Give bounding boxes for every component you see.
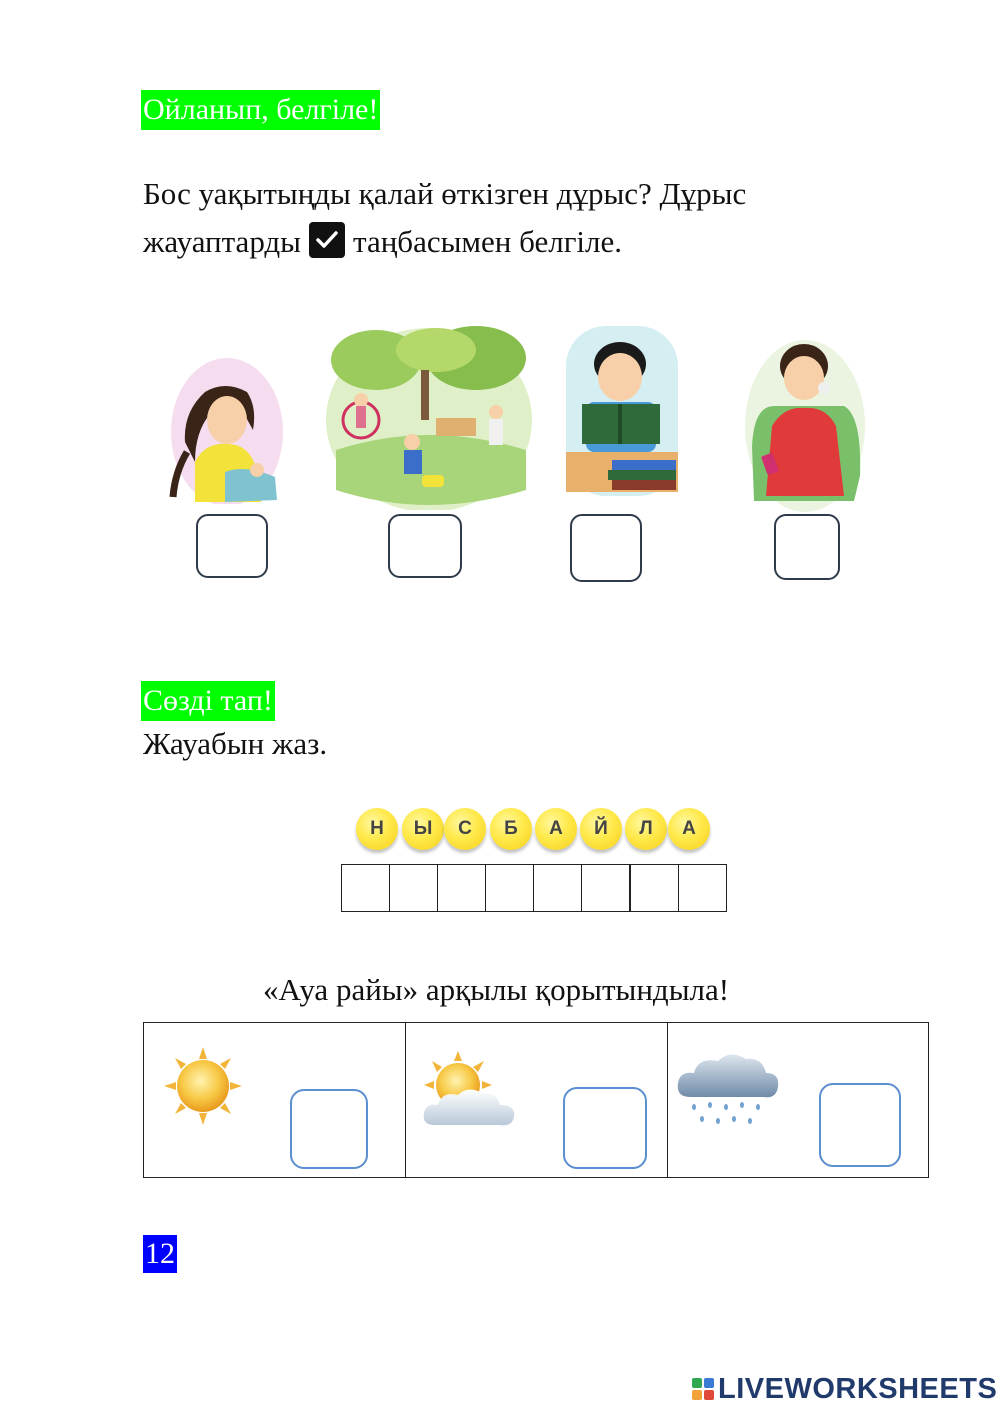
sun-icon xyxy=(164,1047,242,1125)
letter-ball: Л xyxy=(625,808,667,850)
answer-letter-cell-1[interactable] xyxy=(341,864,390,912)
weather-title: «Ауа райы» арқылы қорытындыла! xyxy=(263,972,730,1007)
answer-letter-cell-3[interactable] xyxy=(437,864,486,912)
answer-letter-cell-5[interactable] xyxy=(533,864,582,912)
brand-name: LIVEWORKSHEETS xyxy=(718,1373,998,1405)
weather-answer-box-2[interactable] xyxy=(563,1087,647,1169)
checkmark-icon xyxy=(309,222,345,258)
letter-ball: С xyxy=(444,808,486,850)
answer-letter-cell-7[interactable] xyxy=(630,864,679,912)
children-playing-park-picture xyxy=(326,320,532,510)
answer-checkbox-1[interactable] xyxy=(196,514,268,578)
sun-behind-cloud-icon xyxy=(420,1051,520,1131)
answer-checkbox-4[interactable] xyxy=(774,514,840,580)
section-heading-find-word: Сөзді тап! xyxy=(141,681,275,721)
answer-letter-cell-2[interactable] xyxy=(389,864,438,912)
answer-checkbox-2[interactable] xyxy=(388,514,462,578)
weather-cell-sunny xyxy=(144,1023,406,1177)
answer-letter-cell-6[interactable] xyxy=(581,864,630,912)
letter-ball: Н xyxy=(356,808,398,850)
boy-reading-book-picture xyxy=(562,322,682,500)
instruction-text: Жауабын жаз. xyxy=(143,726,328,761)
liveworksheets-logo[interactable] xyxy=(692,1373,997,1406)
rain-cloud-icon xyxy=(676,1049,780,1133)
weather-cell-rainy xyxy=(668,1023,928,1177)
letter-ball: Ы xyxy=(402,808,444,850)
section-heading-think: Ойланып, белгіле! xyxy=(141,90,380,130)
weather-answer-box-3[interactable] xyxy=(819,1083,901,1167)
letter-ball: А xyxy=(668,808,710,850)
page-number: 12 xyxy=(143,1235,177,1273)
liveworksheets-logo-icon xyxy=(692,1378,714,1400)
question-line-1: Бос уақытыңды қалай өткізген дұрыс? Дұрыс xyxy=(143,176,747,211)
answer-checkbox-3[interactable] xyxy=(570,514,642,582)
weather-cell-partly-cloudy xyxy=(406,1023,668,1177)
weather-table xyxy=(143,1022,929,1178)
question-text xyxy=(143,170,943,266)
letter-ball: А xyxy=(535,808,577,850)
weather-answer-box-1[interactable] xyxy=(290,1089,368,1169)
answer-letter-cell-8[interactable] xyxy=(678,864,727,912)
letter-ball: Й xyxy=(580,808,622,850)
letter-ball: Б xyxy=(490,808,532,850)
answer-letter-cell-4[interactable] xyxy=(485,864,534,912)
question-line-2: жауаптарды таңбасымен белгіле. xyxy=(143,224,623,259)
girl-on-phone-picture xyxy=(744,326,866,512)
girl-sewing-picture xyxy=(165,352,285,504)
